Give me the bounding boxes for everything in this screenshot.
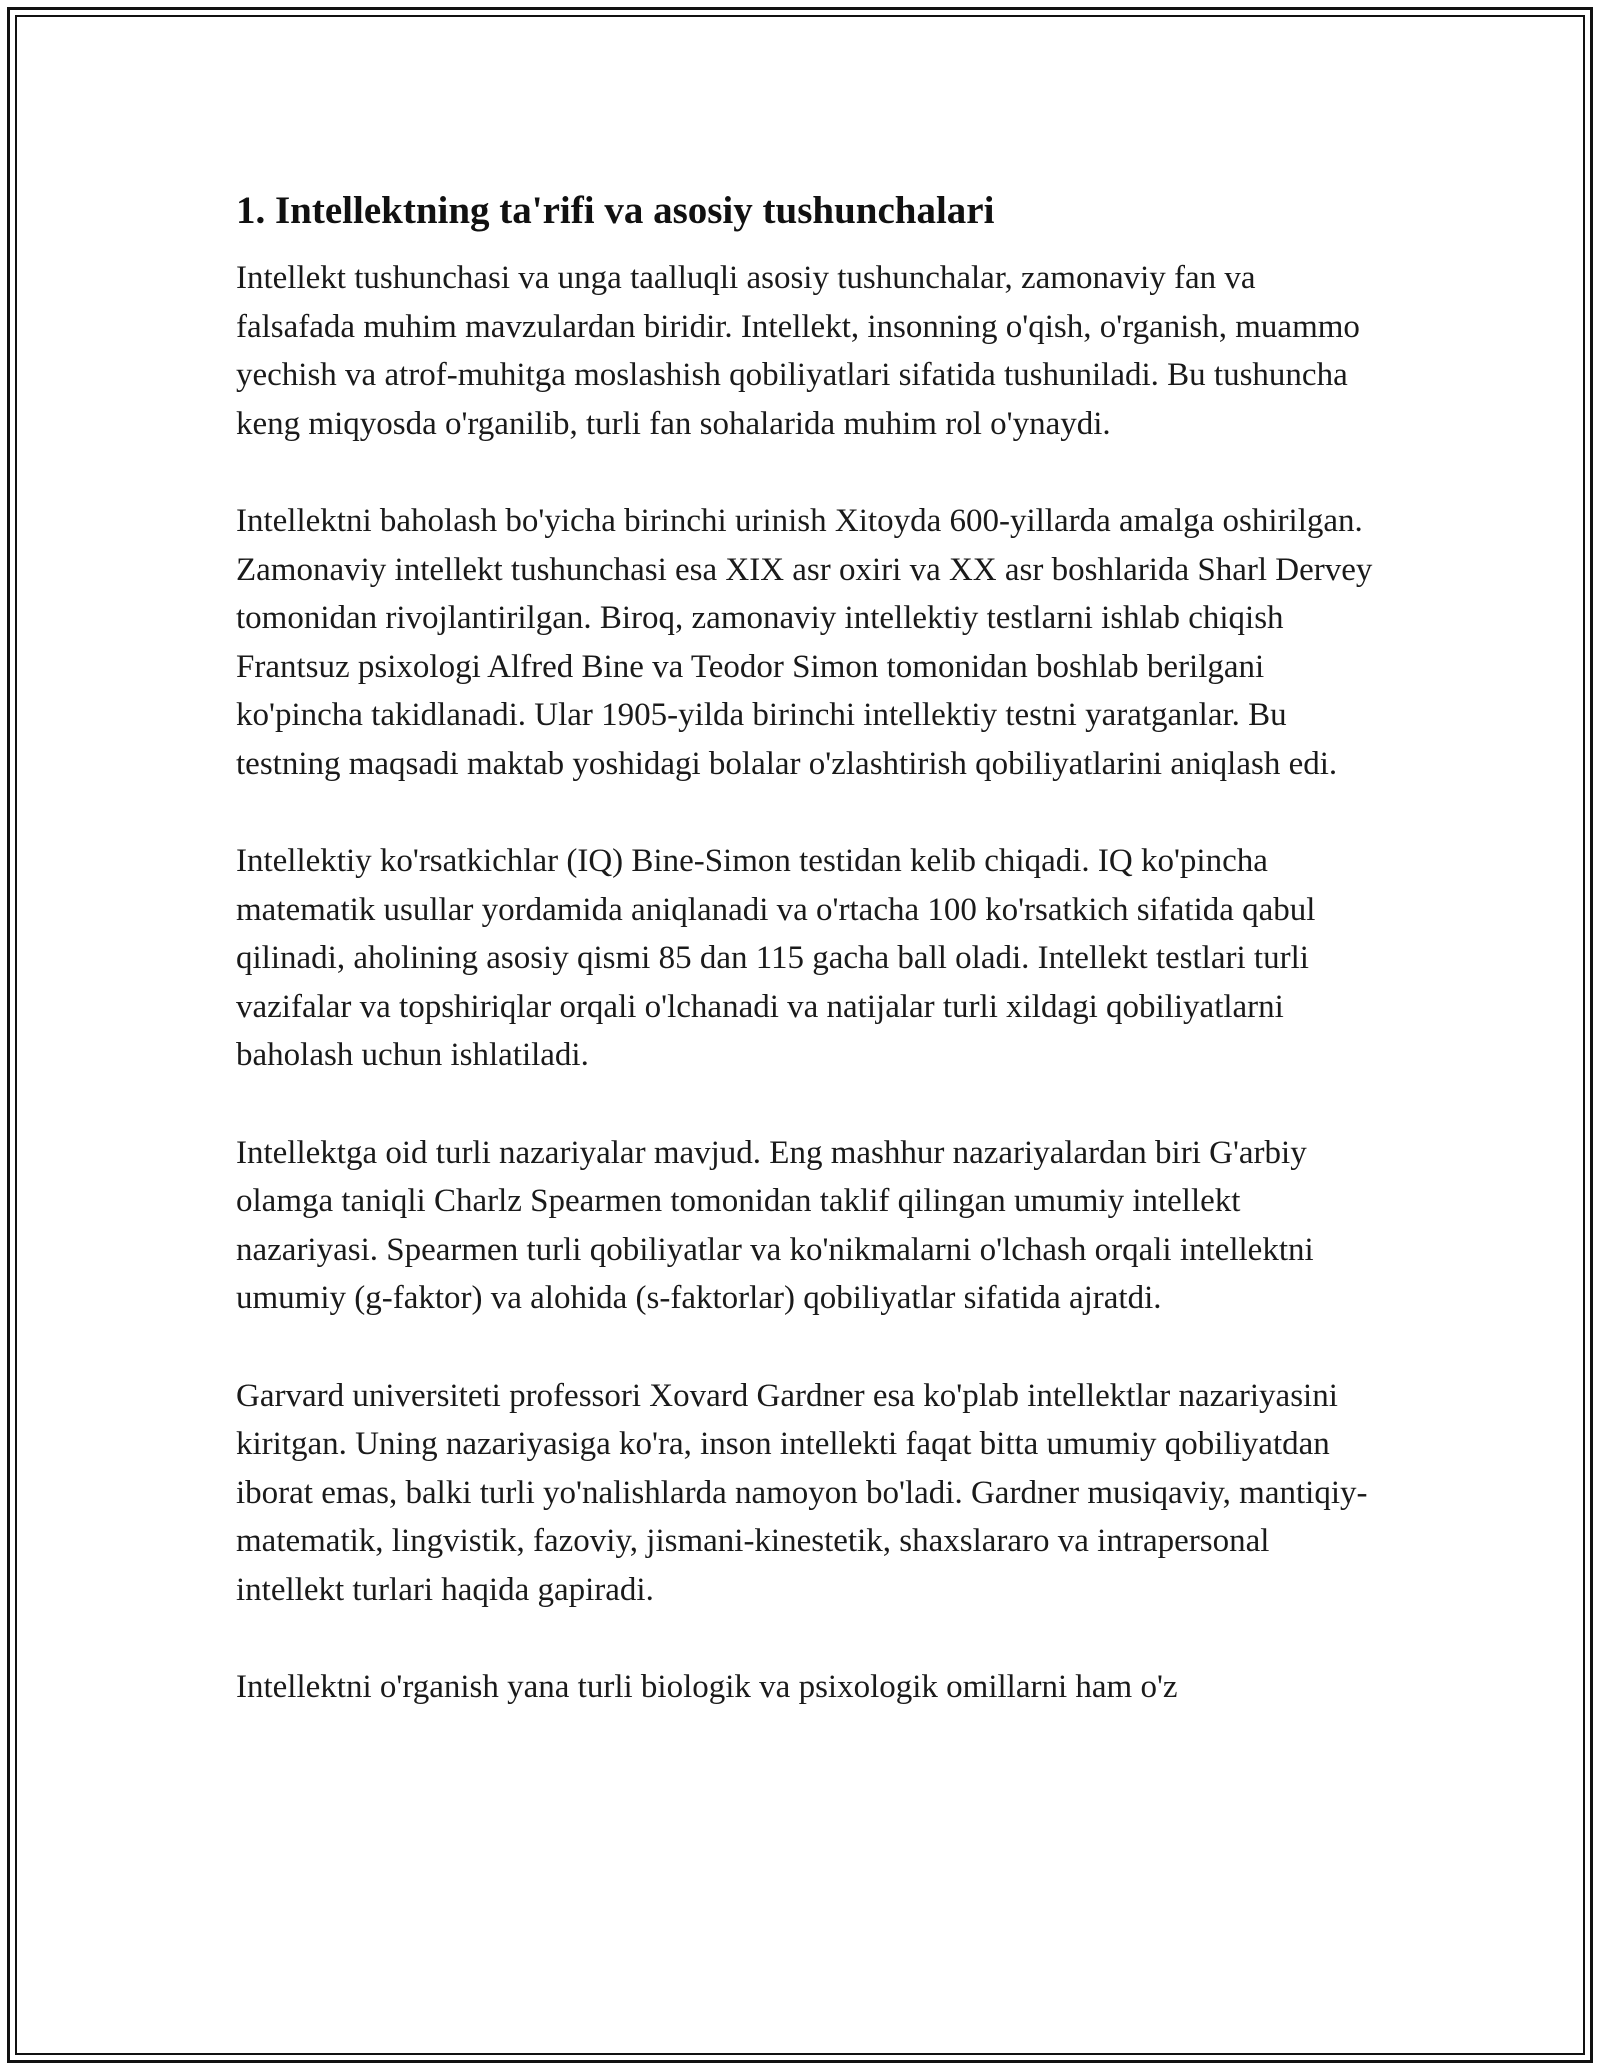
paragraph-spearman: Intellektga oid turli nazariyalar mavjud. Eng mashhur nazariyalardan biri G'arbiy olamga taniqli Charlz Spearmen tomonidan taklif qilingan umumiy intellekt nazariyasi. Spearmen turli qobiliyatlar va ko'nikmalarni o'lchash orqali intellektni umumiy (g-faktor) va alohida (s-faktorlar) qobiliyatlar sifatida ajratdi. [236,1134,1314,1316]
section-heading: 1. Intellektning ta'rifi va asosiy tushunchalari [236,189,995,232]
paragraph-iq: Intellektiy ko'rsatkichlar (IQ) Bine-Simon testidan kelib chiqadi. IQ ko'pincha matematik usullar yordamida aniqlanadi va o'rtacha 100 ko'rsatkich sifatida qabul qilinadi, aholining asosiy qismi 85 dan 115 gacha ball oladi. Intellekt testlari turli vazifalar va topshiriqlar orqali o'lchanadi va natijalar turli xildagi qobiliyatlarni baholash uchun ishlatiladi. [236,843,1316,1073]
paragraph-biology: Intellektni o'rganish yana turli biologik va psixologik omillarni ham o'z [236,1669,1178,1705]
paragraph-history: Intellektni baholash bo'yicha birinchi urinish Xitoyda 600-yillarda amalga oshirilgan. Zamonaviy intellekt tushunchasi esa XIX asr oxiri va XX asr boshlarida Sharl Dervey tomonidan rivojlantirilgan. Biroq, zamonaviy intellektiy testlarni ishlab chiqish Frantsuz psixologi Alfred Bine va Teodor Simon tomonidan boshlab berilgani ko'pincha takidlanadi. Ular 1905-yilda birinchi intellektiy testni yaratganlar. Bu testning maqsadi maktab yoshidagi bolalar o'zlashtirish qobiliyatlarini aniqlash edi. [236,503,1373,782]
paragraph-intro: Intellekt tushunchasi va unga taalluqli asosiy tushunchalar, zamonaviy fan va falsafada muhim mavzulardan biridir. Intellekt, insonning o'qish, o'rganish, muammo yechish va atrof-muhitga moslashish qobiliyatlari sifatida tushuniladi. Bu tushuncha keng miqyosda o'rganilib, turli fan sohalarida muhim rol o'ynaydi. [236,260,1360,442]
paragraph-gardner: Garvard universiteti professori Xovard Gardner esa ko'plab intellektlar nazariyasini kiritgan. Uning nazariyasiga ko'ra, inson intellekti faqat bitta umumiy qobiliyatdan iborat emas, balki turli yo'nalishlarda namoyon bo'ladi. Gardner musiqaviy, mantiqiy-matematik, lingvistik, fazoviy, jismani-kinestetik, shaxslararo va intrapersonal intellekt turlari haqida gapiradi. [236,1377,1368,1608]
document-body [236,186,1376,1761]
